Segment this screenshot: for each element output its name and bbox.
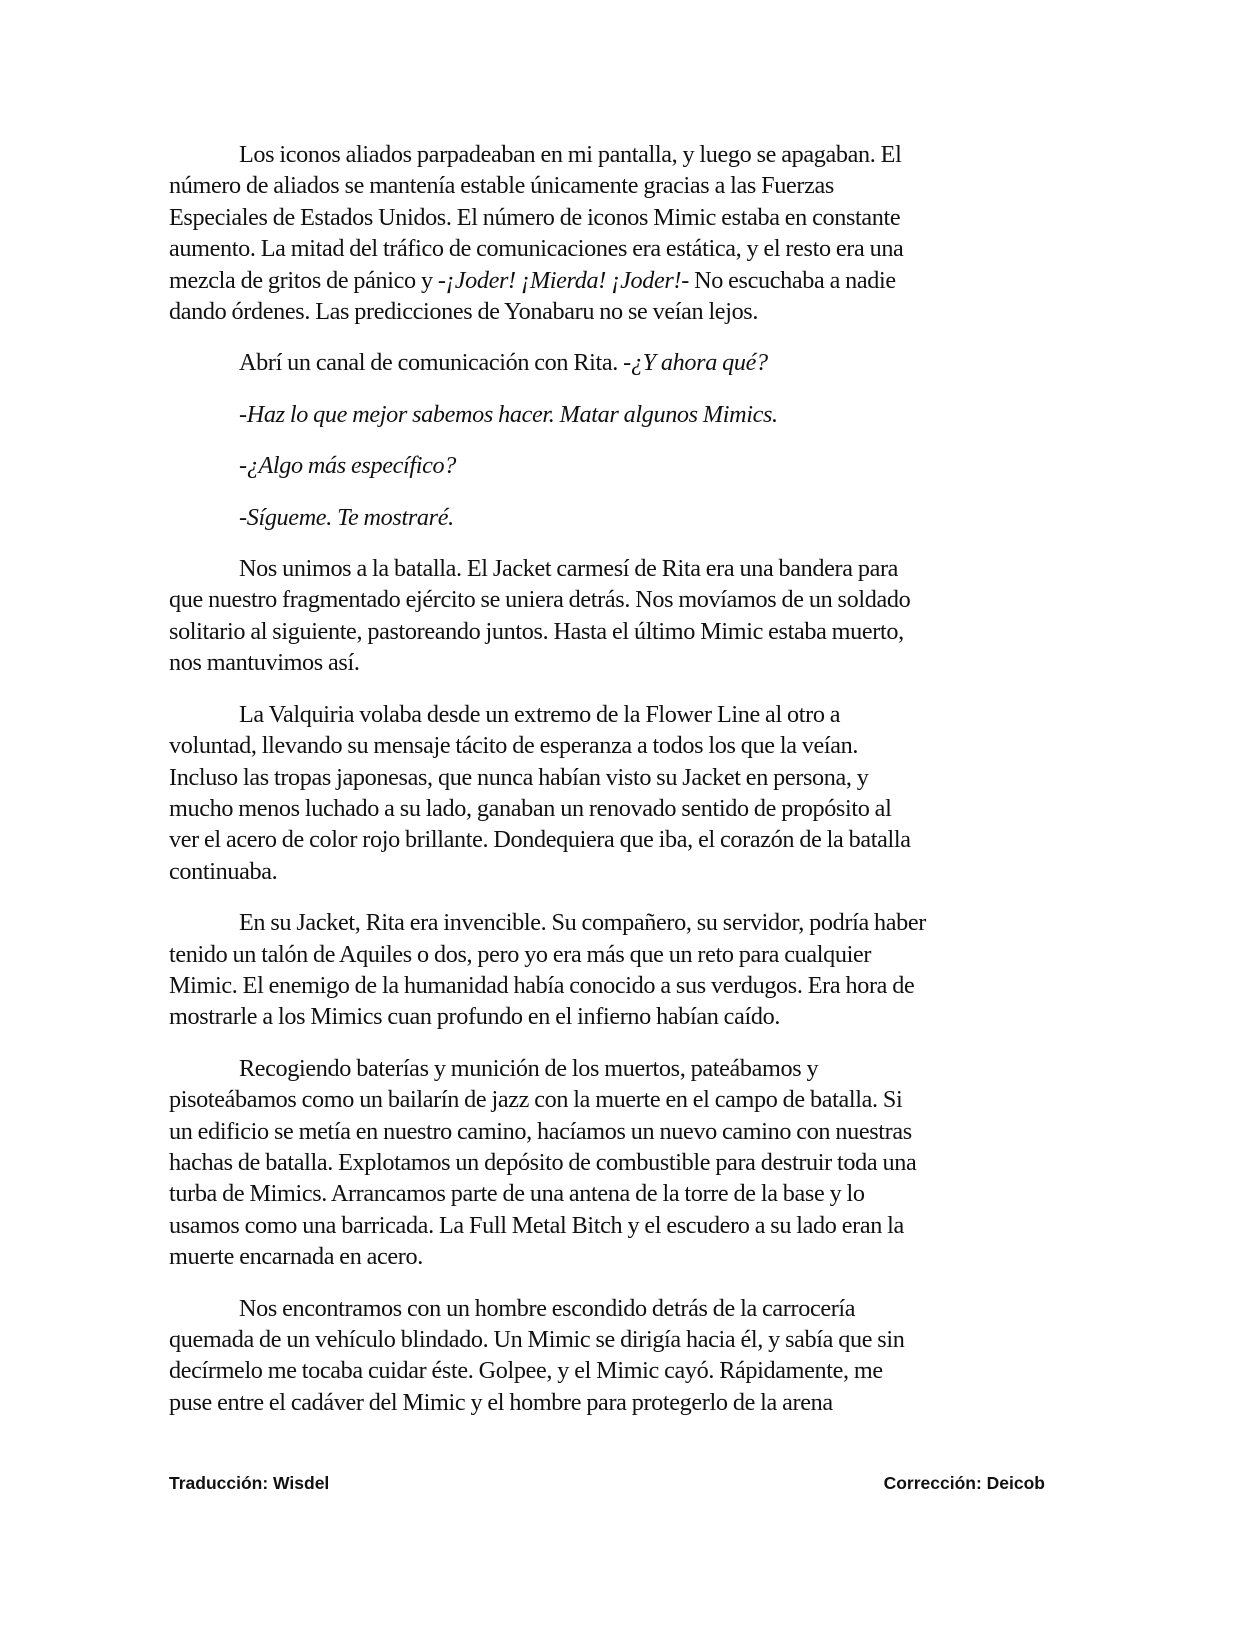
text-line: Los iconos aliados parpadeaban en mi pantalla, y luego se apagaban. El [239, 141, 902, 168]
body-text [169, 139, 1029, 1438]
translation-credit: Traducción: Wisdel [169, 1473, 330, 1493]
text-run: - No escuchaba a nadie [681, 266, 896, 294]
text-line: usamos como una barricada. La Full Metal Bitch y el escudero a su lado eran la [169, 1211, 904, 1239]
text-line: Incluso las tropas japonesas, que nunca habían visto su Jacket en persona, y [169, 763, 869, 791]
paragraph-5 [169, 502, 1029, 533]
text-line: que nuestro fragmentado ejército se uniera detrás. Nos movíamos de un soldado [169, 586, 911, 614]
text-line: decírmelo me tocaba cuidar éste. Golpee, y el Mimic cayó. Rápidamente, me [169, 1357, 883, 1385]
text-line: mucho menos luchado a su lado, ganaban un renovado sentido de propósito al [169, 794, 892, 822]
text-line: tenido un talón de Aquiles o dos, pero yo era más que un reto para cualquier [169, 940, 872, 968]
dialogue-line: -¿Algo más específico? [239, 452, 456, 480]
dialogue-line: -¿Y ahora qué? [623, 349, 768, 377]
text-line: mostrarle a los Mimics cuan profundo en el infierno habían caído. [169, 1003, 781, 1031]
paragraph-8 [169, 907, 1029, 1033]
paragraph-2 [169, 347, 1029, 378]
paragraph-6 [169, 553, 1029, 679]
text-line: Recogiendo baterías y munición de los muertos, pateábamos y [239, 1054, 819, 1082]
text-run: mezcla de gritos de pánico y - [169, 266, 446, 294]
paragraph-1 [169, 139, 1029, 327]
text-line: Mimic. El enemigo de la humanidad había conocido a sus verdugos. Era hora de [169, 971, 915, 999]
paragraph-4 [169, 450, 1029, 481]
text-line: La Valquiria volaba desde un extremo de la Flower Line al otro a [239, 700, 841, 728]
text-line: aumento. La mitad del tráfico de comunicaciones era estática, y el resto era una [169, 235, 904, 263]
text-line: pisoteábamos como un bailarín de jazz con la muerte en el campo de batalla. Si [169, 1086, 903, 1114]
text-line: En su Jacket, Rita era invencible. Su compañero, su servidor, podría haber [239, 909, 926, 937]
dialogue-line: -Sígueme. Te mostraré. [239, 503, 454, 531]
paragraph-7 [169, 699, 1029, 887]
page-footer [169, 1473, 1045, 1494]
text-line: quemada de un vehículo blindado. Un Mimic se dirigía hacia él, y sabía que sin [169, 1326, 905, 1353]
text-line: dando órdenes. Las predicciones de Yonabaru no se veían lejos. [169, 298, 759, 326]
dialogue-line: -Haz lo que mejor sabemos hacer. Matar algunos Mimics. [239, 400, 778, 428]
text-line: continuaba. [169, 857, 278, 885]
paragraph-3 [169, 399, 1029, 430]
text-line: Nos encontramos con un hombre escondido detrás de la carrocería [239, 1294, 856, 1322]
text-line: nos mantuvimos así. [169, 649, 360, 677]
text-line: hachas de batalla. Explotamos un depósito de combustible para destruir toda una [169, 1148, 917, 1176]
text-line: un edificio se metía en nuestro camino, hacíamos un nuevo camino con nuestras [169, 1117, 912, 1145]
text-line: ver el acero de color rojo brillante. Dondequiera que iba, el corazón de la batalla [169, 826, 911, 854]
paragraph-10 [169, 1293, 1029, 1419]
text-line: turba de Mimics. Arrancamos parte de una antena de la torre de la base y lo [169, 1180, 865, 1208]
paragraph-9 [169, 1053, 1029, 1273]
text-run: Abrí un canal de comunicación con Rita. [239, 349, 624, 377]
text-line: número de aliados se mantenía estable únicamente gracias a las Fuerzas [169, 172, 834, 200]
text-line: puse entre el cadáver del Mimic y el hombre para protegerlo de la arena [169, 1388, 833, 1416]
text-line: solitario al siguiente, pastoreando juntos. Hasta el último Mimic estaba muerto, [169, 617, 904, 645]
text-line: muerte encarnada en acero. [169, 1243, 423, 1271]
text-line [169, 265, 1029, 296]
text-line: Nos unimos a la batalla. El Jacket carmesí de Rita era una bandera para [239, 555, 899, 583]
italic-exclamation: ¡Joder! ¡Mierda! ¡Joder! [445, 266, 682, 294]
correction-credit: Corrección: Deicob [883, 1473, 1045, 1493]
text-line: Especiales de Estados Unidos. El número de iconos Mimic estaba en constante [169, 203, 901, 231]
text-line: voluntad, llevando su mensaje tácito de esperanza a todos los que la veían. [169, 732, 859, 760]
